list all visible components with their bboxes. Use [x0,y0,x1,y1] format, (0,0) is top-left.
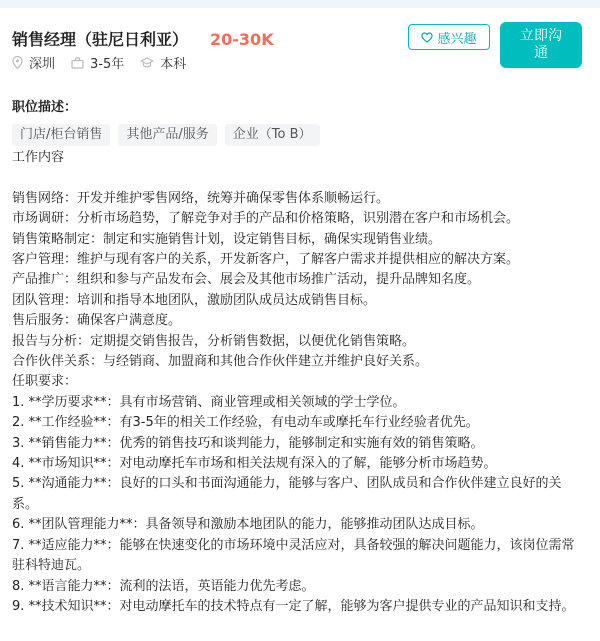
education-text: 本科 [160,57,187,72]
job-meta [12,53,202,72]
experience-text: 3-5年 [90,57,125,72]
requirement-line: 5. **沟通能力**：良好的口头和书面沟通能力，能够与客户、团队成员和合作伙伴建立良好的关系。 [12,476,562,512]
duty-line: 报告与分析：定期提交销售报告，分析销售数据，以便优化销售策略。 [12,333,416,349]
requirement-line: 9. **技术知识**：对电动摩托车的技术特点有一定了解，能够为客户提供专业的产品知识和支持。 [12,598,575,614]
requirement-line: 7. **适应能力**：能够在快速变化的市场环境中灵活应对，具备较强的解决问题能力，该岗位需常驻科特迪瓦。 [12,537,575,574]
description-intro: 工作内容 [12,150,65,165]
location-text: 深圳 [29,57,56,72]
requirements-title: 任职要求： [12,374,78,390]
tag-item: 企业（To B） [225,124,320,146]
graduation-cap-icon [140,57,154,69]
requirement-line: 1. **学历要求**：具有市场营销、商业管理或相关领域的学士学位。 [12,394,406,410]
requirement-line: 2. **工作经验**：有3-5年的相关工作经验，有电动车或摩托车行业经验者优先。 [12,415,479,431]
chat-now-button[interactable] [500,22,582,68]
duty-line: 团队管理：培训和指导本地团队，激励团队成员达成销售目标。 [12,292,377,308]
salary: 20-30K [210,30,274,49]
duty-line: 合作伙伴关系：与经销商、加盟商和其他合作伙伴建立并维护良好关系。 [12,354,429,370]
interested-label: 感兴趣 [437,31,477,47]
duty-line: 客户管理：维护与现有客户的关系，开发新客户，了解客户需求并提供相应的解决方案。 [12,252,520,268]
experience [71,53,124,72]
spacer [12,168,584,188]
duty-line: 市场调研：分析市场趋势，了解竞争对手的产品和价格策略，识别潜在客户和市场机会。 [12,211,520,227]
requirement-line: 6. **团队管理能力**：具备领导和激励本地团队的能力，能够推动团队达成目标。 [12,517,484,533]
heart-icon [421,32,433,43]
job-header [12,27,274,50]
tag-item: 门店/柜台销售 [12,124,110,146]
chat-now-label: 立即沟通 [520,28,562,61]
job-title: 销售经理（驻尼日利亚） [12,30,189,49]
job-description [12,148,584,617]
briefcase-icon [71,57,84,69]
description-title: 职位描述： [12,100,78,115]
location-pin-icon [12,56,23,69]
tag-item: 其他产品/服务 [118,124,216,146]
requirement-line: 4. **市场知识**：对电动摩托车市场和相关法规有深入的了解，能够分析市场趋势。 [12,456,497,472]
location [12,53,55,72]
duty-line: 售后服务：确保客户满意度。 [12,313,182,329]
duty-line: 销售策略制定：制定和实施销售计划，设定销售目标，确保实现销售业绩。 [12,231,442,247]
duty-line: 产品推广：组织和参与产品发布会、展会及其他市场推广活动，提升品牌知名度。 [12,272,481,288]
top-strip [0,0,600,8]
duty-line: 销售网络：开发并维护零售网络，统筹并确保零售体系顺畅运行。 [12,190,390,206]
education [140,53,186,72]
requirement-line: 8. **语言能力**：流利的法语，英语能力优先考虑。 [12,578,315,594]
tag-list [12,124,328,146]
requirement-line: 3. **销售能力**：优秀的销售技巧和谈判能力，能够制定和实施有效的销售策略。 [12,435,484,451]
interested-button[interactable] [408,24,490,50]
